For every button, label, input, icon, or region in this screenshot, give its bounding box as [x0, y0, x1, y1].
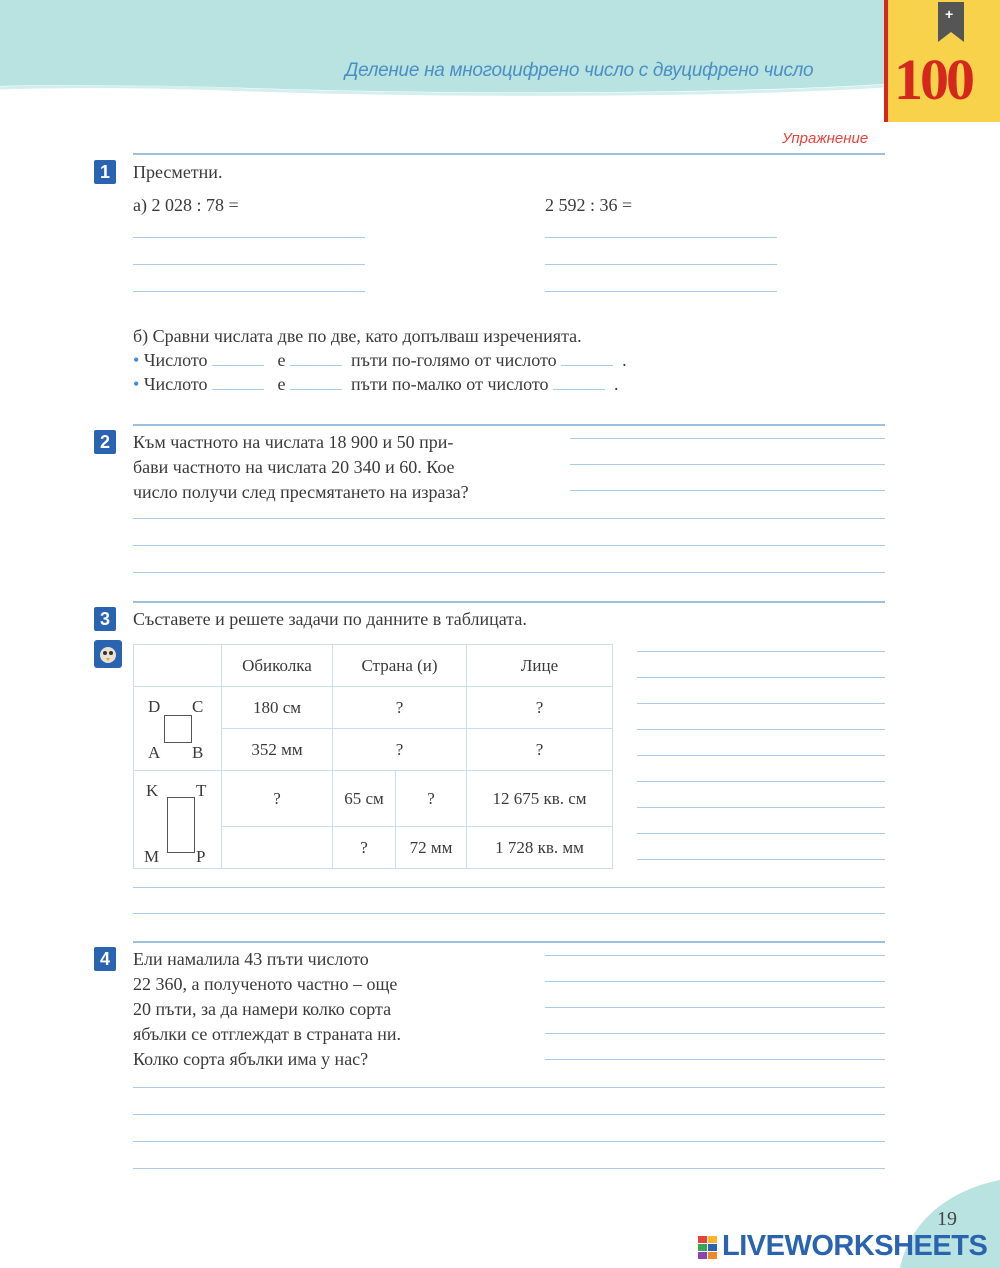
answer-line[interactable]	[637, 859, 885, 860]
answer-line[interactable]	[637, 677, 885, 678]
answer-line[interactable]	[637, 755, 885, 756]
ex4-line-4: ябълки се отглеждат в страната ни.	[133, 1024, 401, 1044]
table-header-area: Лице	[467, 645, 613, 687]
ex4-line-3: 20 пъти, за да намери колко сорта	[133, 999, 392, 1019]
ex4-number-badge: 4	[94, 947, 116, 971]
square-shape	[164, 715, 192, 743]
ex1-sentence-2	[133, 372, 619, 397]
lesson-number: 100	[894, 47, 972, 112]
answer-line[interactable]	[545, 981, 885, 982]
rectangle-shape	[167, 797, 195, 853]
bullet-icon: •	[133, 350, 140, 370]
answer-line[interactable]	[133, 545, 885, 546]
ex3-top-rule	[133, 601, 885, 603]
table-corner-cell	[134, 645, 222, 687]
answer-line[interactable]	[637, 833, 885, 834]
vertex-label: B	[192, 743, 204, 762]
table-header-perimeter: Обиколка	[222, 645, 333, 687]
ex1-title: Пресметни.	[133, 162, 223, 182]
answer-line[interactable]	[545, 264, 777, 265]
table-cell: ?	[222, 771, 333, 827]
answer-line[interactable]	[545, 1033, 885, 1034]
sentence-word: Числото	[143, 374, 208, 394]
answer-line[interactable]	[133, 264, 365, 265]
answer-line[interactable]	[545, 1059, 885, 1060]
answer-line[interactable]	[133, 913, 885, 914]
table-cell: ?	[333, 827, 396, 869]
answer-line[interactable]	[637, 651, 885, 652]
table-cell: 12 675 кв. см	[467, 771, 613, 827]
vertex-label: K	[146, 781, 159, 800]
answer-line[interactable]	[570, 438, 885, 439]
fill-blank[interactable]	[561, 351, 613, 366]
fill-blank[interactable]	[290, 375, 342, 390]
group-work-icon	[94, 640, 122, 668]
ex1-part-a-expression-2: 2 592 : 36 =	[545, 195, 633, 215]
page-number: 19	[937, 1208, 957, 1230]
table-header-side: Страна (и)	[333, 645, 467, 687]
liveworksheets-brand[interactable]: LIVEWORKSHEETS	[722, 1230, 988, 1262]
section-label: Упражнение	[782, 130, 869, 147]
answer-line[interactable]	[133, 887, 885, 888]
table-cell: 72 мм	[396, 827, 467, 869]
fill-blank[interactable]	[212, 351, 264, 366]
answer-line[interactable]	[133, 1087, 885, 1088]
ex1-top-rule	[133, 153, 885, 155]
vertex-label: T	[196, 781, 207, 800]
lesson-topic: Деление на многоцифрено число с двуцифрено число	[345, 60, 814, 81]
ex2-line-3: число получи след пресмятането на израза?	[133, 482, 469, 502]
ex3-title: Съставете и решете задачи по данните в таблицата.	[133, 609, 527, 629]
ex3-table	[133, 644, 613, 869]
ex2-number-badge: 2	[94, 430, 116, 454]
ex4-line-5: Колко сорта ябълки има у нас?	[133, 1049, 369, 1069]
table-cell: 65 см	[333, 771, 396, 827]
fill-blank[interactable]	[212, 375, 264, 390]
vertex-label: M	[144, 847, 160, 866]
bookmark-symbol: +	[945, 6, 954, 22]
answer-line[interactable]	[637, 703, 885, 704]
ex1-number-badge: 1	[94, 160, 116, 184]
answer-line[interactable]	[133, 237, 365, 238]
table-cell: ?	[333, 729, 467, 771]
table-cell: ?	[467, 729, 613, 771]
answer-line[interactable]	[570, 464, 885, 465]
ex2-line-1: Към частното на числата 18 900 и 50 при-	[133, 432, 454, 452]
table-cell: ?	[467, 687, 613, 729]
table-cell: 180 см	[222, 687, 333, 729]
answer-line[interactable]	[133, 1114, 885, 1115]
sentence-word: Числото	[143, 350, 208, 370]
answer-line[interactable]	[133, 291, 365, 292]
answer-line[interactable]	[133, 1141, 885, 1142]
fill-blank[interactable]	[553, 375, 605, 390]
table-cell: 1 728 кв. мм	[467, 827, 613, 869]
sentence-word: е	[277, 374, 286, 394]
ex4-line-2: 22 360, а полученото частно – още	[133, 974, 398, 994]
answer-line[interactable]	[133, 572, 885, 573]
answer-line[interactable]	[545, 291, 777, 292]
table-cell	[222, 827, 333, 869]
ex2-top-rule	[133, 424, 885, 426]
vertex-label: P	[196, 847, 206, 866]
table-cell: ?	[396, 771, 467, 827]
sentence-word: пъти по-голямо от числото	[351, 350, 557, 370]
sentence-word: пъти по-малко от числото	[351, 374, 549, 394]
vertex-label: D	[148, 697, 161, 716]
ex1-part-a-expression-1: а) 2 028 : 78 =	[133, 195, 239, 215]
answer-line[interactable]	[545, 1007, 885, 1008]
ex4-top-rule	[133, 941, 885, 943]
square-figure-cell	[134, 687, 222, 771]
answer-line[interactable]	[133, 1168, 885, 1169]
answer-line[interactable]	[637, 729, 885, 730]
fill-blank[interactable]	[290, 351, 342, 366]
answer-line[interactable]	[637, 781, 885, 782]
sentence-end: .	[614, 374, 619, 394]
liveworksheets-logo-icon	[698, 1236, 718, 1260]
vertex-label: C	[192, 697, 204, 716]
table-cell: 352 мм	[222, 729, 333, 771]
bookmark-icon	[938, 2, 964, 42]
ex1-sentence-1	[133, 348, 627, 373]
answer-line[interactable]	[637, 807, 885, 808]
ex4-line-1: Ели намалила 43 пъти числото	[133, 949, 369, 969]
sentence-word: е	[277, 350, 286, 370]
answer-line[interactable]	[545, 955, 885, 956]
sentence-end: .	[622, 350, 627, 370]
ex1-part-b-title: б) Сравни числата две по две, като допълваш изреченията.	[133, 326, 582, 346]
rectangle-figure-cell	[134, 771, 222, 869]
vertex-label: A	[148, 743, 161, 762]
answer-line[interactable]	[570, 490, 885, 491]
answer-line[interactable]	[545, 237, 777, 238]
ex3-number-badge: 3	[94, 607, 116, 631]
ex2-line-2: бави частното на числата 20 340 и 60. Кое	[133, 457, 455, 477]
answer-line[interactable]	[133, 518, 885, 519]
table-cell: ?	[333, 687, 467, 729]
bullet-icon: •	[133, 374, 140, 394]
